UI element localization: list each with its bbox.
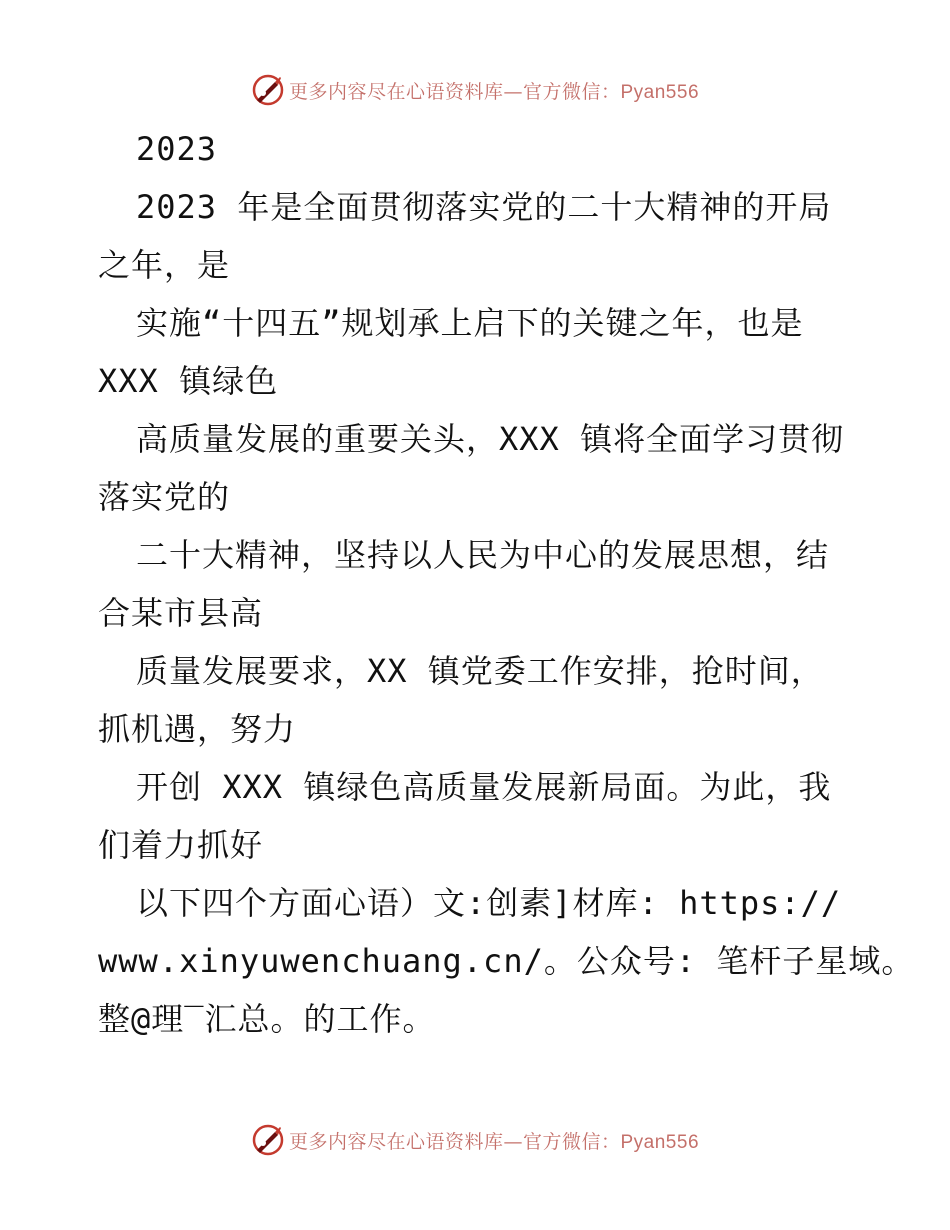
doc-line: www.xinyuwenchuang.cn/。公众号: 笔杆子星域。 bbox=[98, 942, 915, 980]
document-body bbox=[98, 120, 915, 1048]
doc-line: 质量发展要求，XX 镇党委工作安排，抢时间， bbox=[136, 652, 824, 690]
doc-line: 们着力抓好 bbox=[98, 826, 264, 864]
doc-line: 开创 XXX 镇绿色高质量发展新局面。为此，我 bbox=[136, 768, 832, 806]
doc-line: 整@理‾汇总。的工作。 bbox=[98, 1000, 436, 1038]
doc-line: 合某市县高 bbox=[98, 594, 264, 632]
quill-logo-icon bbox=[251, 1123, 285, 1157]
header-banner bbox=[0, 70, 950, 110]
wechat-id: Pyan556 bbox=[620, 1131, 700, 1153]
quill-logo-icon bbox=[251, 73, 285, 107]
wechat-id: Pyan556 bbox=[620, 81, 700, 103]
doc-line: 高质量发展的重要关头，XXX 镇将全面学习贯彻 bbox=[136, 420, 845, 458]
doc-line: 落实党的 bbox=[98, 478, 231, 516]
doc-line: 二十大精神，坚持以人民为中心的发展思想，结 bbox=[136, 536, 830, 574]
banner-text: 更多内容尽在心语资料库—官方微信：Pyan556 bbox=[288, 80, 700, 103]
doc-line: 之年，是 bbox=[98, 246, 231, 284]
banner-text: 更多内容尽在心语资料库—官方微信：Pyan556 bbox=[288, 1130, 700, 1153]
doc-line: XXX 镇绿色 bbox=[98, 362, 279, 400]
doc-line: 实施“十四五”规划承上启下的关键之年，也是 bbox=[136, 304, 804, 342]
doc-line: 抓机遇，努力 bbox=[98, 710, 297, 748]
doc-line: 2023 年是全面贯彻落实党的二十大精神的开局 bbox=[136, 188, 832, 226]
doc-line: 2023 bbox=[136, 130, 218, 168]
footer-banner bbox=[0, 1120, 950, 1160]
doc-line: 以下四个方面心语）文:创素]材库: https:// bbox=[136, 884, 842, 922]
